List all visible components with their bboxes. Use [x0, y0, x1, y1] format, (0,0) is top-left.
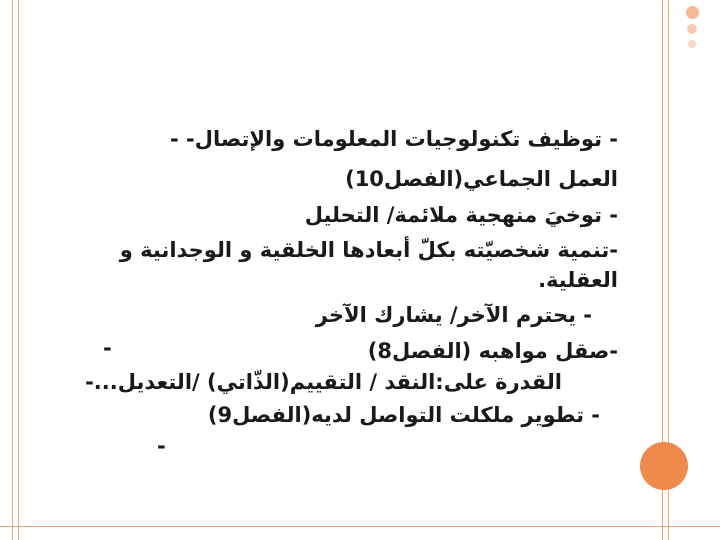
- bullet-line-6: - يحترم الآخر/ يشارك الآخر: [315, 303, 592, 327]
- bullet-line-7: -صقل مواهبه (الفصل8): [367, 339, 618, 363]
- stray-dash-1: -: [103, 336, 112, 360]
- bullet-line-4: -تنمية شخصيّته بكلّ أبعادها الخلقية و الوجدانية و: [119, 238, 618, 262]
- bullet-line-1: - توظيف تكنولوجيات المعلومات والإتصال- -: [169, 127, 618, 151]
- bullet-line-2: العمل الجماعي(الفصل10): [345, 167, 618, 191]
- bullet-line-8: القدرة على:النقد / التقييم(الذّاتي) /التعديل...-: [85, 370, 562, 394]
- stray-dash-2: -: [157, 434, 166, 458]
- bullet-line-9: - تطوير ملكلت التواصل لديه(الفصل9): [207, 403, 600, 427]
- bullet-line-5: العقلية.: [538, 268, 618, 292]
- bullet-line-3: - توخيَ منهجية ملائمة/ التحليل: [304, 203, 618, 227]
